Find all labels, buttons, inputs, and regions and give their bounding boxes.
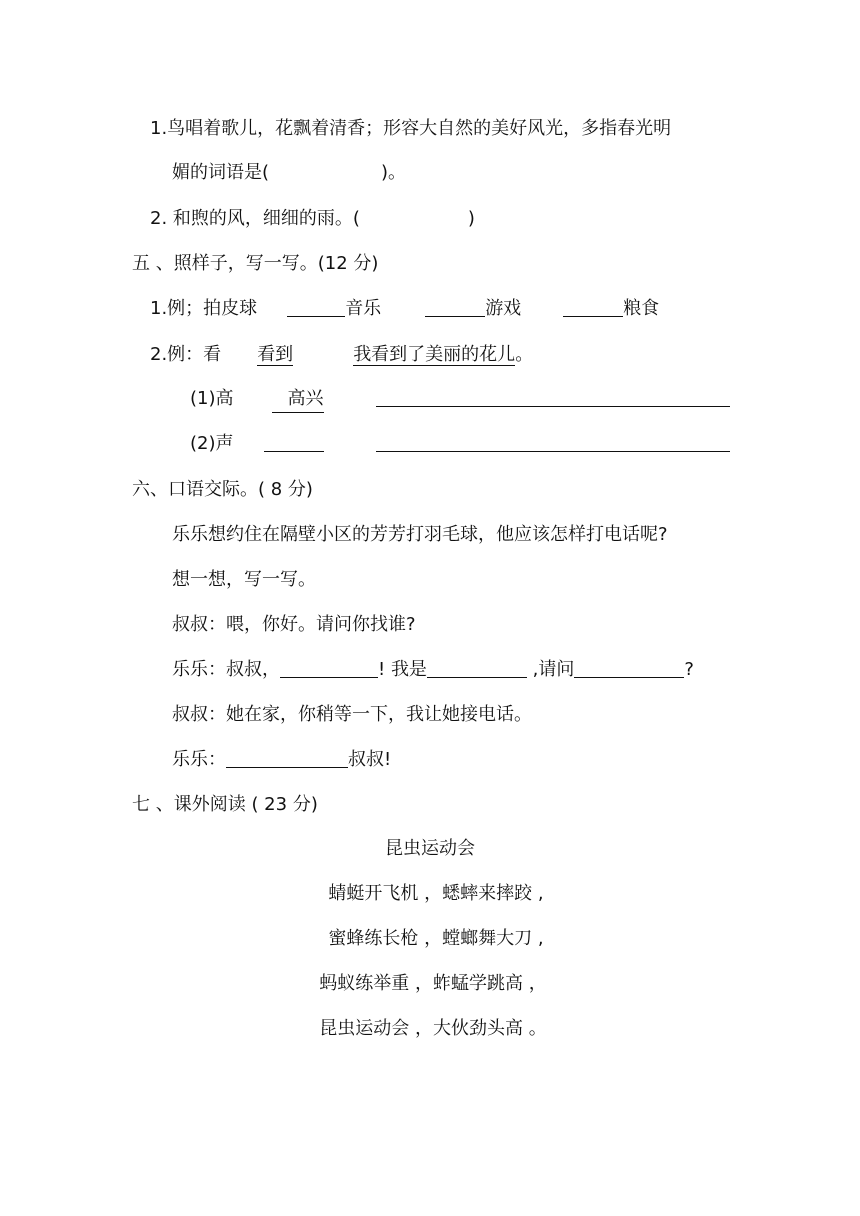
word-item: 粮食 [623,298,660,319]
dialogue-lele-2 [172,747,391,773]
answer-blank[interactable] [226,747,348,768]
poem-line: 昆虫运动会 ，大伙劲头高 。 [319,1018,547,1039]
item-label: (2)声 [190,433,234,454]
answer-line[interactable] [376,386,730,407]
poem-title: 昆虫运动会 [385,838,475,859]
dialogue-uncle-1: 叔叔：喂，你好。请问你找谁? [172,614,416,635]
answer-blank[interactable] [427,657,527,678]
poem-line: 蜻蜓开飞机 ，蟋蟀来摔跤 , [328,883,544,904]
question-4-1-line1: 1.鸟唱着歌儿，花飘着清香；形容大自然的美好风光，多指春光明 [150,118,672,139]
exercise-5-1-label: 1.例；拍皮球 [150,298,258,319]
question-4-2-text: 2. 和煦的风，细细的雨。( [150,208,360,229]
word-item: 音乐 [345,298,382,319]
dialogue-text: 叔叔! [348,749,392,770]
answer-blank[interactable] [563,296,623,317]
question-4-2-close: ) [467,208,475,229]
section-6-intro-line1: 乐乐想约住在隔壁小区的芳芳打羽毛球，他应该怎样打电话呢? [172,524,668,545]
dialogue-text: 乐乐： [172,749,226,770]
exercise-5-2-label: 2.例：看 [150,344,222,365]
dialogue-text: 乐乐：叔叔， [172,659,280,680]
dialogue-uncle-2: 叔叔：她在家，你稍等一下，我让她接电话。 [172,704,532,725]
dialogue-text: ? [684,659,694,680]
answer-blank[interactable] [264,431,324,452]
example-word: 看到 [257,344,294,365]
section-6-heading: 六、口语交际。( 8 分) [132,479,313,500]
question-4-1-close: )。 [381,162,407,183]
question-4-1-text: 媚的词语是( [172,162,270,183]
word-item: 游戏 [485,298,522,319]
example-sentence: 我看到了美丽的花儿 [353,344,516,365]
section-5-heading: 五 、照样子，写一写。(12 分) [132,253,379,274]
dialogue-text: ! 我是 [378,659,427,680]
question-4-2 [150,206,475,232]
dialogue-text: ,请问 [526,659,575,680]
answer-blank[interactable] [287,296,345,317]
exercise-5-2-item2 [190,431,324,457]
answer-blank[interactable] [280,657,378,678]
question-4-1-line2 [172,160,406,186]
dialogue-lele-1 [172,657,694,683]
answer-blank[interactable] [425,296,485,317]
section-6-intro-line2: 想一想，写一写。 [172,569,316,590]
answer-blank[interactable] [574,657,684,678]
item-label: (1)高 [190,388,234,409]
exercise-5-2 [150,342,533,368]
exercise-5-2-item1 [190,386,324,413]
answer-line[interactable] [376,431,730,452]
poem-line: 蜜蜂练长枪 ，螳螂舞大刀 , [328,928,544,949]
exercise-5-1 [150,296,659,322]
given-word: 高兴 [272,386,324,413]
section-7-heading: 七 、课外阅读 ( 23 分) [132,794,318,815]
poem-line: 蚂蚁练举重 ，蚱蜢学跳高 ， [319,973,547,994]
example-sentence-end: 。 [515,344,534,365]
